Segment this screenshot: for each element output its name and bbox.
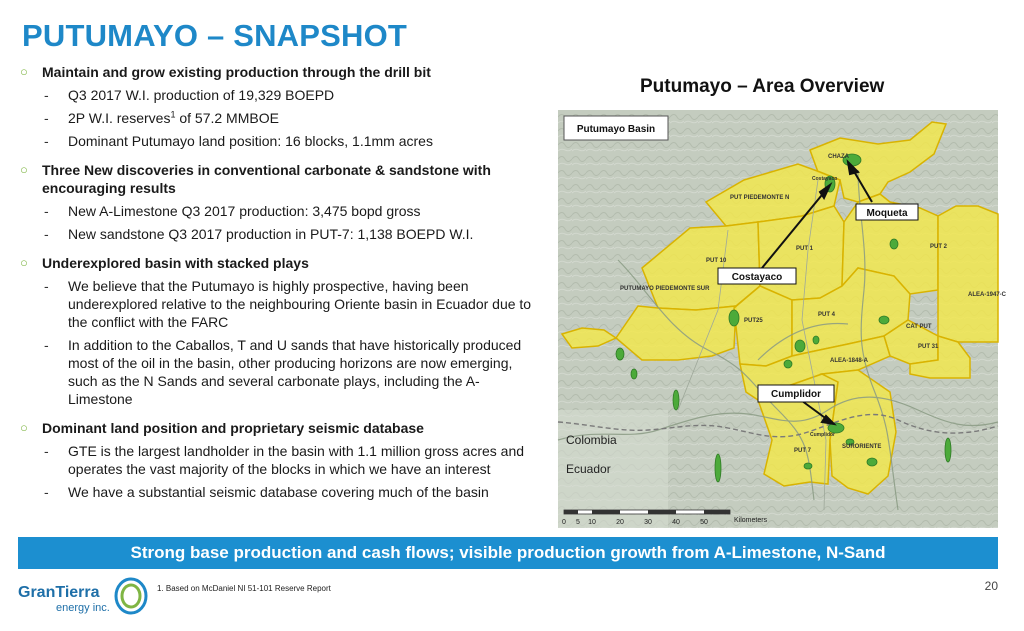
page-title: PUTUMAYO – SNAPSHOT: [22, 18, 408, 53]
dash-icon: -: [44, 87, 49, 103]
dash-icon: -: [44, 110, 49, 126]
dash-icon: -: [44, 337, 49, 353]
map-legend-label: Putumayo Basin: [576, 124, 656, 135]
section-land-position: [18, 419, 538, 501]
dash-icon: -: [44, 278, 49, 294]
svg-text:30: 30: [644, 519, 652, 526]
svg-text:50: 50: [700, 519, 708, 526]
bullet-item: New sandstone Q3 2017 production in PUT-7: 1,138 BOEPD W.I.: [68, 226, 474, 242]
bullet-item: GTE is the largest landholder in the basin with 1.1 million gross acres and operates the vast majority of the blocks in which we have an interest: [68, 443, 525, 477]
company-logo: [18, 574, 148, 624]
country-colombia: Colombia: [566, 433, 617, 447]
svg-text:Costayaco: Costayaco: [731, 272, 783, 283]
section-heading: Dominant land position and proprietary seismic database: [42, 420, 424, 436]
footnote: 1. Based on McDaniel NI 51-101 Reserve Report: [157, 584, 331, 593]
label-put7: PUT 7: [794, 448, 812, 454]
label-chaza: CHAZA: [828, 154, 849, 160]
dash-icon: -: [44, 443, 49, 459]
country-ecuador: Ecuador: [566, 462, 611, 476]
dash-icon: -: [44, 484, 49, 500]
bullet-item: Q3 2017 W.I. production of 19,329 BOEPD: [68, 87, 335, 103]
section-production: [18, 63, 538, 150]
bullet-circle-icon: ○: [20, 64, 28, 79]
bullet-circle-icon: ○: [20, 255, 28, 270]
bullet-item: We believe that the Putumayo is highly prospective, having been underexplored relative to the neighbouring Oriente basin in Ecuador due to the conflict with the FARC: [68, 278, 532, 330]
bullet-circle-icon: ○: [20, 420, 28, 435]
label-cat-put: CAT PUT: [906, 324, 932, 330]
map-title: Putumayo – Area Overview: [640, 76, 885, 97]
label-alea1848: ALEA-1848-A: [830, 358, 869, 364]
bullet-item: Dominant Putumayo land position: 16 blocks, 1.1mm acres: [68, 133, 433, 149]
label-suroriente: SURORIENTE: [842, 444, 882, 450]
svg-text:5: 5: [576, 519, 580, 526]
label-put-piedemonte-sur: PUTUMAYO PIEDEMONTE SUR: [620, 286, 710, 292]
svg-text:Moqueta: Moqueta: [866, 208, 908, 219]
dash-icon: -: [44, 133, 49, 149]
area-map: [558, 110, 1007, 528]
logo-subtitle: energy inc.: [56, 602, 110, 614]
label-put25: PUT25: [744, 318, 763, 324]
bullet-item: 2P W.I. reserves$^1$ of 57.2 MMBOE: [68, 109, 279, 126]
page-number: 20: [984, 579, 998, 593]
map-svg: [558, 110, 1007, 528]
bullet-item: New A-Limestone Q3 2017 production: 3,475 bopd gross: [68, 203, 421, 219]
footnote-marker: 1: [170, 109, 176, 120]
block-alea1947: [938, 206, 998, 342]
svg-text:Cumplidor: Cumplidor: [771, 389, 821, 400]
svg-text:20: 20: [616, 519, 624, 526]
svg-text:0: 0: [562, 519, 566, 526]
label-put1: PUT 1: [796, 246, 814, 252]
bullet-item: In addition to the Caballos, T and U sands that have historically produced most of the oil in the basin, other producing horizons are now emerging, such as the N Sands and several carbonate plays, including the A-Limestone: [68, 337, 522, 407]
logo-name: GranTierra: [18, 584, 100, 601]
section-discoveries: [18, 161, 538, 243]
label-alea1947: ALEA-1947-C: [968, 292, 1007, 298]
bullet-circle-icon: ○: [20, 162, 28, 177]
section-heading: Underexplored basin with stacked plays: [42, 255, 309, 271]
label-put2: PUT 2: [930, 244, 948, 250]
svg-text:40: 40: [672, 519, 680, 526]
section-underexplored: [18, 254, 538, 408]
label-cumplidor-small: Cumplidor: [810, 432, 835, 438]
scale-unit: Kilometers: [734, 517, 768, 524]
block-put-piedemonte-sur: [616, 306, 736, 360]
svg-text:10: 10: [588, 519, 596, 526]
label-costayaco-small: Costayaco: [812, 176, 838, 182]
label-put31: PUT 31: [918, 344, 939, 350]
section-heading: Maintain and grow existing production through the drill bit: [42, 64, 431, 80]
section-heading: Three New discoveries in conventional carbonate & sandstone with encouraging results: [42, 162, 491, 196]
summary-banner: Strong base production and cash flows; visible production growth from A-Limestone, N-Sand: [18, 537, 998, 569]
label-put-piedemonte-n: PUT PIEDEMONTE N: [730, 195, 790, 201]
dash-icon: -: [44, 226, 49, 242]
bullet-item: We have a substantial seismic database covering much of the basin: [68, 484, 489, 500]
dash-icon: -: [44, 203, 49, 219]
label-put10: PUT 10: [706, 258, 727, 264]
bullet-list: [18, 63, 538, 509]
logo-rings-icon: [112, 576, 150, 616]
label-put4: PUT 4: [818, 312, 836, 318]
